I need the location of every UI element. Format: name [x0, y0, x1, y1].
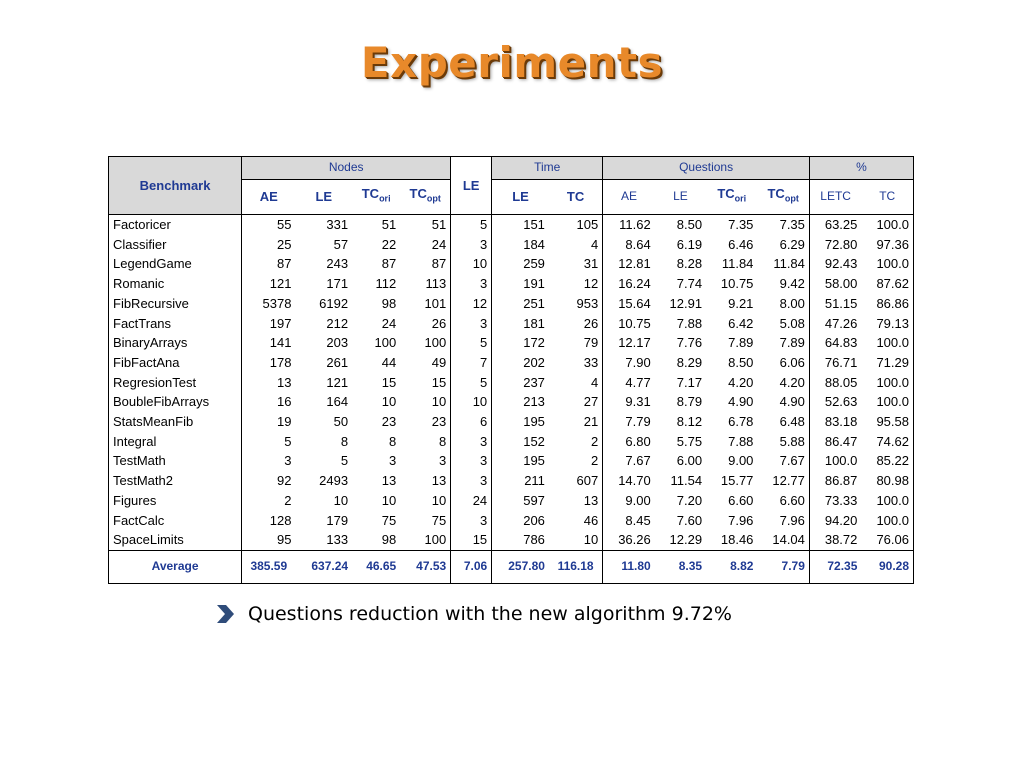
cell-time-le: 251 [523, 295, 545, 311]
cell-q-le: 8.29 [676, 354, 703, 370]
cell-nodes-tcori: 23 [381, 414, 397, 430]
cell-nodes-le: 10 [333, 492, 349, 508]
cell-time-tc: 26 [549, 314, 603, 334]
benchmark-header: Benchmark [109, 157, 242, 215]
cell-time-tc: 607 [549, 471, 603, 491]
questions-tcori-header: $TC_{ori}$ [706, 180, 757, 215]
cell-q-tcori: 7.96 [728, 512, 754, 528]
cell-nodes-le: 164 [326, 394, 349, 410]
avg-time-le: 257.80 [492, 550, 549, 583]
cell-time-le: 211 [524, 473, 545, 489]
cell-benchmark: Romanic [109, 274, 242, 294]
avg-nodes-le: 637.24 [295, 550, 352, 583]
table-row [109, 511, 914, 531]
nodes-le-header: LE [295, 180, 352, 215]
cell-nodes-ae: 128 [269, 512, 292, 528]
cell-nodes-le: 8 [340, 433, 349, 449]
cell-pct-letc: 51.15 [824, 295, 858, 311]
cell-pct-tc: 100.0 [876, 335, 909, 351]
cell-nodes-ae: 19 [276, 414, 292, 430]
cell-q-tcori: 6.78 [728, 414, 754, 430]
cell-le: 10 [451, 392, 492, 412]
cell-nodes-ae: 141 [269, 335, 292, 351]
cell-nodes-tcori: 24 [381, 315, 397, 331]
cell-nodes-le: 2493 [319, 473, 349, 489]
cell-pct-letc: 100.0 [824, 453, 858, 469]
cell-nodes-ae: 16 [276, 394, 292, 410]
avg-q-tcopt: 7.79 [757, 550, 809, 583]
cell-le: 12 [451, 294, 492, 314]
cell-nodes-tcopt: 113 [425, 276, 447, 292]
cell-q-ae: 12.17 [618, 335, 651, 351]
cell-time-le: 213 [523, 394, 545, 410]
cell-q-le: 7.74 [676, 276, 703, 292]
cell-nodes-ae: 55 [276, 217, 292, 232]
cell-benchmark: FactCalc [109, 511, 242, 531]
cell-time-le: 237 [523, 374, 545, 390]
cell-le: 5 [451, 215, 492, 235]
cell-pct-tc: 100.0 [876, 492, 909, 508]
cell-time-tc: 4 [549, 235, 603, 255]
table-row [109, 530, 914, 550]
cell-q-tcopt: 9.42 [757, 274, 809, 294]
time-group-header: Time [492, 157, 603, 180]
cell-time-tc: 4 [549, 373, 603, 393]
cell-benchmark: TestMath [109, 451, 242, 471]
cell-q-tcori: 6.46 [728, 236, 754, 252]
avg-nodes-ae: 385.59 [242, 550, 296, 583]
avg-le: 7.06 [451, 550, 492, 583]
cell-nodes-tcopt: 100 [424, 335, 447, 351]
cell-le: 3 [451, 432, 492, 452]
cell-benchmark: RegresionTest [109, 373, 242, 393]
cell-pct-letc: 86.47 [824, 433, 858, 449]
cell-pct-letc: 86.87 [824, 473, 858, 489]
cell-nodes-ae: 13 [276, 374, 292, 390]
cell-q-tcori: 7.35 [728, 217, 754, 232]
cell-pct-letc: 38.72 [824, 532, 858, 548]
table-row [109, 333, 914, 353]
cell-nodes-tcori: 44 [381, 354, 397, 370]
cell-le: 3 [451, 235, 492, 255]
cell-time-le: 152 [523, 433, 545, 449]
caption-text: Questions reduction with the new algorithm 9.72% [248, 603, 732, 625]
cell-q-ae: 11.62 [619, 217, 651, 232]
avg-nodes-tcori: 46.65 [352, 550, 400, 583]
cell-nodes-le: 133 [326, 532, 349, 548]
cell-time-le: 786 [523, 532, 545, 548]
cell-q-le: 8.28 [676, 256, 703, 272]
cell-pct-tc: 100.0 [876, 256, 909, 272]
cell-q-tcori: 9.21 [728, 295, 754, 311]
nodes-ae-header: AE [242, 180, 296, 215]
cell-q-tcopt: 14.04 [757, 530, 809, 550]
cell-q-tcopt: 6.06 [757, 353, 809, 373]
questions-le-header: LE [655, 180, 706, 215]
cell-nodes-tcori: 10 [381, 394, 397, 410]
time-tc-header: TC [549, 180, 603, 215]
cell-nodes-ae: 197 [269, 315, 292, 331]
cell-time-tc: 2 [549, 451, 603, 471]
table-row [109, 235, 914, 255]
cell-time-le: 151 [523, 217, 545, 232]
cell-benchmark: SpaceLimits [109, 530, 242, 550]
cell-q-ae: 12.81 [618, 256, 651, 272]
cell-nodes-tcori: 8 [389, 433, 397, 449]
nodes-tcori-header: $TC_{ori}$ [352, 180, 400, 215]
table-row [109, 294, 914, 314]
avg-time-tc: 116.18 [549, 550, 603, 583]
cell-le: 3 [451, 511, 492, 531]
cell-pct-tc: 100.0 [876, 374, 909, 390]
avg-q-tcori: 8.82 [706, 550, 757, 583]
cell-benchmark: StatsMeanFib [109, 412, 242, 432]
cell-q-tcori: 15.77 [720, 473, 754, 489]
cell-benchmark: BoubleFibArrays [109, 392, 242, 412]
table-row [109, 353, 914, 373]
avg-nodes-tcopt: 47.53 [400, 550, 450, 583]
cell-q-le: 7.20 [676, 492, 703, 508]
cell-benchmark: BinaryArrays [109, 333, 242, 353]
cell-q-ae: 8.64 [625, 236, 651, 252]
table-row [109, 451, 914, 471]
cell-time-tc: 13 [549, 491, 603, 511]
cell-q-ae: 14.70 [618, 473, 651, 489]
cell-q-tcori: 4.90 [728, 394, 754, 410]
cell-q-le: 6.00 [676, 453, 703, 469]
cell-nodes-tcopt: 15 [431, 374, 447, 390]
cell-q-le: 7.88 [676, 315, 703, 331]
cell-q-ae: 9.00 [625, 492, 651, 508]
questions-group-header: Questions [603, 157, 810, 180]
cell-time-tc: 12 [549, 274, 603, 294]
cell-nodes-tcopt: 8 [438, 433, 447, 449]
table-row [109, 471, 914, 491]
cell-benchmark: FactTrans [109, 314, 242, 334]
cell-q-le: 5.75 [676, 433, 703, 449]
cell-nodes-tcori: 51 [381, 217, 397, 232]
cell-time-tc: 31 [549, 254, 603, 274]
cell-nodes-tcopt: 49 [431, 354, 447, 370]
cell-q-tcopt: 12.77 [757, 471, 809, 491]
cell-nodes-le: 261 [326, 354, 349, 370]
cell-q-tcopt: 4.20 [757, 373, 809, 393]
results-table [108, 156, 914, 584]
cell-time-tc: 953 [549, 294, 603, 314]
cell-nodes-ae: 2 [284, 492, 292, 508]
cell-time-le: 195 [523, 453, 545, 469]
cell-nodes-ae: 178 [269, 354, 292, 370]
cell-nodes-tcori: 3 [389, 453, 397, 469]
cell-nodes-ae: 121 [269, 276, 292, 292]
cell-le: 5 [451, 333, 492, 353]
cell-q-ae: 7.90 [625, 354, 651, 370]
cell-nodes-tcopt: 24 [431, 236, 447, 252]
table-row [109, 254, 914, 274]
cell-q-ae: 9.31 [625, 394, 651, 410]
cell-nodes-tcori: 100 [374, 335, 397, 351]
cell-q-ae: 4.77 [625, 374, 651, 390]
cell-time-tc: 2 [549, 432, 603, 452]
cell-nodes-tcori: 98 [381, 532, 397, 548]
cell-q-le: 6.19 [676, 236, 703, 252]
cell-benchmark: TestMath2 [109, 471, 242, 491]
cell-nodes-le: 179 [326, 512, 349, 528]
cell-nodes-tcopt: 10 [431, 492, 447, 508]
nodes-tcopt-header: $TC_{opt}$ [400, 180, 450, 215]
cell-q-ae: 7.67 [625, 453, 651, 469]
cell-le: 3 [451, 314, 492, 334]
cell-nodes-ae: 87 [276, 256, 292, 272]
cell-q-le: 12.29 [669, 532, 703, 548]
cell-nodes-tcopt: 3 [438, 453, 447, 469]
table-row [109, 392, 914, 412]
cell-benchmark: Factoricer [109, 215, 242, 235]
cell-time-le: 195 [523, 414, 545, 430]
cell-pct-letc: 47.26 [824, 315, 858, 331]
cell-nodes-ae: 3 [284, 453, 292, 469]
cell-time-tc: 27 [549, 392, 603, 412]
cell-time-le: 202 [523, 354, 545, 370]
avg-pct-tc: 90.28 [861, 550, 913, 583]
cell-nodes-le: 212 [326, 315, 349, 331]
cell-nodes-tcopt: 100 [424, 532, 447, 548]
le-header: LE [451, 157, 492, 215]
chevron-right-icon [214, 603, 236, 625]
questions-tcopt-header: $TC_{opt}$ [757, 180, 809, 215]
cell-q-tcopt: 7.89 [757, 333, 809, 353]
cell-pct-letc: 64.83 [824, 335, 858, 351]
avg-q-ae: 11.80 [603, 550, 655, 583]
cell-nodes-tcopt: 10 [431, 394, 447, 410]
cell-benchmark: Integral [109, 432, 242, 452]
cell-nodes-le: 203 [326, 335, 349, 351]
cell-q-tcori: 6.42 [728, 315, 754, 331]
table-row [109, 491, 914, 511]
results-body [109, 215, 914, 584]
cell-pct-tc: 100.0 [876, 394, 909, 410]
cell-pct-letc: 72.80 [824, 236, 858, 252]
cell-nodes-tcori: 22 [381, 236, 397, 252]
cell-q-tcori: 10.75 [720, 276, 754, 292]
cell-q-tcori: 7.89 [728, 335, 754, 351]
cell-q-tcori: 6.60 [728, 492, 754, 508]
cell-pct-tc: 87.62 [876, 276, 909, 292]
cell-nodes-le: 121 [326, 374, 349, 390]
cell-nodes-tcori: 15 [381, 374, 397, 390]
cell-le: 3 [451, 274, 492, 294]
cell-pct-letc: 63.25 [824, 217, 858, 232]
cell-q-ae: 15.64 [618, 295, 651, 311]
cell-q-tcori: 7.88 [728, 433, 754, 449]
cell-q-ae: 16.24 [618, 276, 651, 292]
cell-pct-letc: 94.20 [824, 512, 858, 528]
table-row [109, 274, 914, 294]
cell-q-le: 8.50 [676, 217, 703, 232]
slide-title: Experiments [360, 38, 664, 87]
cell-nodes-tcopt: 51 [431, 217, 447, 232]
cell-nodes-ae: 92 [276, 473, 292, 489]
average-row [109, 550, 914, 583]
cell-time-tc: 79 [549, 333, 603, 353]
cell-q-le: 8.12 [676, 414, 703, 430]
cell-time-le: 597 [523, 492, 545, 508]
cell-time-le: 206 [523, 512, 545, 528]
questions-ae-header: AE [603, 180, 655, 215]
cell-q-ae: 36.26 [618, 532, 651, 548]
cell-time-le: 172 [523, 335, 545, 351]
cell-pct-tc: 95.58 [876, 414, 909, 430]
caption [214, 603, 732, 625]
cell-time-le: 259 [523, 256, 545, 272]
cell-le: 10 [451, 254, 492, 274]
cell-nodes-tcori: 10 [381, 492, 397, 508]
cell-pct-letc: 58.00 [824, 276, 858, 292]
cell-time-tc: 33 [549, 353, 603, 373]
cell-q-tcori: 9.00 [728, 453, 754, 469]
cell-q-tcopt: 6.29 [757, 235, 809, 255]
cell-pct-tc: 100.0 [876, 512, 909, 528]
cell-le: 6 [451, 412, 492, 432]
cell-nodes-le: 171 [326, 276, 349, 292]
cell-q-tcori: 11.84 [721, 256, 754, 272]
cell-pct-letc: 88.05 [824, 374, 858, 390]
cell-nodes-ae: 5378 [262, 295, 292, 311]
cell-pct-tc: 85.22 [876, 453, 909, 469]
cell-pct-letc: 76.71 [824, 354, 858, 370]
table-row [109, 314, 914, 334]
cell-q-ae: 8.45 [625, 512, 651, 528]
cell-q-tcopt: 7.96 [757, 511, 809, 531]
cell-q-le: 7.60 [676, 512, 703, 528]
cell-benchmark: LegendGame [109, 254, 242, 274]
cell-q-tcori: 8.50 [728, 354, 754, 370]
cell-time-tc: 105 [549, 215, 603, 235]
cell-pct-tc: 86.86 [876, 295, 909, 311]
cell-nodes-le: 5 [340, 453, 349, 469]
cell-q-tcopt: 5.08 [757, 314, 809, 334]
cell-le: 7 [451, 353, 492, 373]
cell-time-tc: 21 [549, 412, 603, 432]
cell-q-tcori: 4.20 [728, 374, 754, 390]
cell-q-le: 12.91 [669, 295, 703, 311]
cell-time-le: 184 [523, 236, 545, 252]
cell-nodes-le: 57 [333, 236, 349, 252]
cell-nodes-tcopt: 87 [431, 256, 447, 272]
cell-pct-letc: 83.18 [824, 414, 858, 430]
cell-pct-letc: 52.63 [824, 394, 858, 410]
table-row [109, 412, 914, 432]
cell-pct-tc: 80.98 [876, 473, 909, 489]
cell-time-le: 191 [523, 276, 545, 292]
cell-q-le: 11.54 [670, 473, 703, 489]
cell-time-tc: 10 [549, 530, 603, 550]
cell-pct-tc: 79.13 [876, 315, 909, 331]
cell-nodes-le: 331 [326, 217, 349, 232]
time-le-header: LE [492, 180, 549, 215]
cell-q-tcopt: 7.35 [757, 215, 809, 235]
cell-nodes-tcopt: 23 [431, 414, 447, 430]
cell-le: 15 [451, 530, 492, 550]
cell-nodes-tcori: 87 [381, 256, 397, 272]
cell-time-le: 181 [523, 315, 545, 331]
cell-nodes-le: 243 [326, 256, 349, 272]
cell-nodes-tcori: 112 [375, 276, 397, 292]
cell-nodes-ae: 95 [276, 532, 292, 548]
cell-le: 24 [451, 491, 492, 511]
cell-pct-tc: 71.29 [876, 354, 909, 370]
cell-le: 3 [451, 451, 492, 471]
cell-nodes-tcori: 98 [381, 295, 397, 311]
cell-le: 3 [451, 471, 492, 491]
cell-q-tcori: 18.46 [720, 532, 754, 548]
cell-pct-letc: 73.33 [824, 492, 858, 508]
cell-q-tcopt: 6.48 [757, 412, 809, 432]
cell-q-tcopt: 11.84 [757, 254, 809, 274]
nodes-group-header: Nodes [242, 157, 451, 180]
cell-q-tcopt: 4.90 [757, 392, 809, 412]
cell-nodes-tcopt: 13 [431, 473, 447, 489]
cell-q-ae: 10.75 [618, 315, 651, 331]
table-row [109, 432, 914, 452]
avg-benchmark: Average [109, 550, 242, 583]
percent-group-header: % [809, 157, 913, 180]
cell-benchmark: FibFactAna [109, 353, 242, 373]
cell-le: 5 [451, 373, 492, 393]
cell-nodes-tcopt: 26 [431, 315, 447, 331]
table-row [109, 215, 914, 235]
cell-nodes-tcopt: 101 [424, 295, 447, 311]
cell-pct-tc: 74.62 [876, 433, 909, 449]
cell-pct-letc: 92.43 [824, 256, 858, 272]
cell-nodes-le: 50 [333, 414, 349, 430]
cell-q-tcopt: 5.88 [757, 432, 809, 452]
cell-benchmark: Figures [109, 491, 242, 511]
cell-time-tc: 46 [549, 511, 603, 531]
avg-q-le: 8.35 [655, 550, 706, 583]
cell-q-ae: 6.80 [625, 433, 651, 449]
percent-letc-header: LETC [809, 180, 861, 215]
cell-pct-tc: 76.06 [876, 532, 909, 548]
cell-nodes-ae: 25 [276, 236, 292, 252]
cell-q-tcopt: 6.60 [757, 491, 809, 511]
cell-pct-tc: 100.0 [876, 217, 909, 232]
cell-q-tcopt: 8.00 [757, 294, 809, 314]
cell-q-le: 7.17 [676, 374, 703, 390]
cell-q-ae: 7.79 [625, 414, 651, 430]
cell-benchmark: Classifier [109, 235, 242, 255]
percent-tc-header: TC [861, 180, 913, 215]
cell-q-tcopt: 7.67 [757, 451, 809, 471]
cell-nodes-le: 6192 [319, 295, 349, 311]
cell-q-le: 8.79 [676, 394, 703, 410]
table-row [109, 373, 914, 393]
cell-nodes-tcori: 13 [381, 473, 397, 489]
cell-nodes-tcori: 75 [381, 512, 397, 528]
cell-q-le: 7.76 [676, 335, 703, 351]
cell-nodes-tcopt: 75 [431, 512, 447, 528]
cell-benchmark: FibRecursive [109, 294, 242, 314]
cell-nodes-ae: 5 [284, 433, 292, 449]
avg-pct-letc: 72.35 [809, 550, 861, 583]
cell-pct-tc: 97.36 [876, 236, 909, 252]
